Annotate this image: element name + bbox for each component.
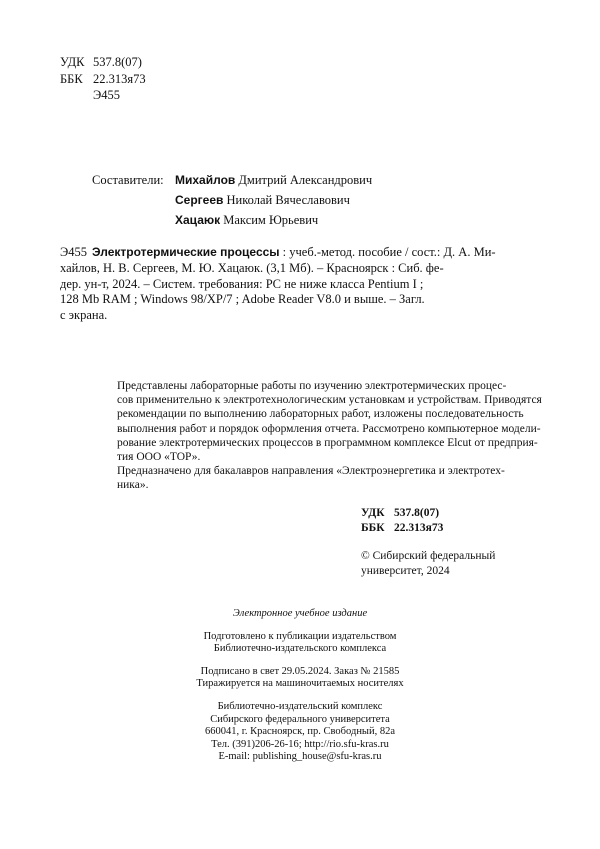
publisher-line-2: Сибирского федерального университета bbox=[210, 713, 390, 725]
biblio-line bbox=[60, 292, 560, 308]
compiler-row bbox=[92, 170, 372, 190]
annotation-line: рекомендации по выполнению лабораторных работ, изложены последовательность bbox=[117, 408, 524, 421]
udk-label: УДК bbox=[361, 507, 385, 519]
compiler-surname: Михайлов bbox=[175, 173, 236, 187]
bbk-label: ББК bbox=[361, 522, 385, 534]
biblio-line-5: с экрана. bbox=[60, 308, 108, 323]
biblio-author-mark: Э455 bbox=[60, 245, 88, 259]
annotation-line: Предназначено для бакалавров направления «Электроэнергетика и электротех- bbox=[117, 465, 505, 478]
annotation-line: Представлены лабораторные работы по изучению электротермических процес- bbox=[117, 380, 507, 392]
compiler-surname: Хацаюк bbox=[175, 213, 221, 227]
signed-line: Подписано в свет 29.05.2024. Заказ № 21585 bbox=[200, 665, 400, 677]
annotation-line: выполнения работ и порядок оформления отчета. Рассмотрено компьютерное модели- bbox=[117, 422, 541, 435]
author-mark-row bbox=[60, 87, 146, 104]
biblio-line-4: 128 Mb RAM ; Windows 98/XP/7 ; Adobe Reader V8.0 и выше. – Загл. bbox=[60, 292, 425, 307]
prepared-line-1: Подготовлено к публикации издательством bbox=[203, 630, 397, 642]
compiler-surname: Сергеев bbox=[175, 193, 224, 207]
annotation-line: тия ООО «ТОР». bbox=[117, 450, 201, 463]
edition-type: Электронное учебное издание bbox=[232, 608, 368, 619]
biblio-line-1-rest: : учеб.-метод. пособие / сост.: Д. А. Ми- bbox=[282, 245, 496, 259]
bibliographic-description bbox=[60, 245, 560, 324]
publisher-email: E-mail: publishing_house@sfu-kras.ru bbox=[218, 751, 382, 763]
classification-bottom bbox=[361, 506, 443, 536]
author-mark: Э455 bbox=[93, 88, 121, 102]
annotation bbox=[117, 379, 561, 493]
compiler-row bbox=[92, 210, 372, 230]
bbk-value: 22.313я73 bbox=[394, 522, 444, 534]
compilers-caption: Составители: bbox=[92, 173, 164, 187]
biblio-line bbox=[60, 245, 560, 261]
udk-row bbox=[60, 54, 146, 71]
biblio-line-2: хайлов, Н. В. Сергеев, М. Ю. Хацаюк. (3,1 Мб). – Красноярск : Сиб. фе- bbox=[60, 260, 444, 275]
udk-value: 537.8(07) bbox=[93, 55, 142, 69]
compiler-given-name: Дмитрий Александрович bbox=[238, 173, 373, 187]
publisher-phone: Тел. (391)206-26-16; http://rio.sfu-kras.ru bbox=[211, 738, 389, 750]
prepared-line-2: Библиотечно-издательского комплекса bbox=[213, 643, 387, 655]
biblio-line bbox=[60, 277, 560, 293]
biblio-line bbox=[60, 261, 560, 277]
classification-top bbox=[60, 54, 146, 104]
annotation-line: ника». bbox=[117, 479, 149, 492]
bbk-label: ББК bbox=[60, 71, 83, 86]
compiler-row bbox=[92, 190, 372, 210]
imprint bbox=[100, 608, 500, 764]
copyright-line-2: университет, 2024 bbox=[361, 564, 450, 577]
publisher-address: 660041, г. Красноярск, пр. Свободный, 82а bbox=[204, 726, 396, 738]
bbk-row bbox=[361, 521, 443, 536]
biblio-line-3: дер. ун-т, 2024. – Систем. требования: PC не ниже класса Pentium I ; bbox=[60, 276, 424, 291]
compilers-block bbox=[92, 170, 372, 230]
publisher-line-1: Библиотечно-издательский комплекс bbox=[217, 700, 383, 712]
book-title: Электротермические процессы bbox=[92, 245, 280, 259]
bbk-value: 22.313я73 bbox=[93, 71, 146, 86]
copyright-notice bbox=[361, 549, 495, 578]
biblio-line bbox=[60, 308, 560, 324]
replicated-line: Тиражируется на машиночитаемых носителях bbox=[196, 678, 404, 690]
annotation-line: сов применительно к электротехнологическим установкам и устройствам. Приводятся bbox=[117, 394, 542, 407]
annotation-line: рование электротермических процессов в программном комплексе Elcut от предприя- bbox=[117, 436, 538, 449]
udk-row bbox=[361, 506, 443, 521]
udk-value: 537.8(07) bbox=[394, 507, 440, 519]
udk-label: УДК bbox=[60, 55, 85, 69]
copyright-line-1: © Сибирский федеральный bbox=[361, 550, 496, 562]
bbk-row bbox=[60, 71, 146, 88]
compiler-given-name: Николай Вячеславович bbox=[226, 193, 350, 207]
compiler-given-name: Максим Юрьевич bbox=[223, 213, 319, 227]
